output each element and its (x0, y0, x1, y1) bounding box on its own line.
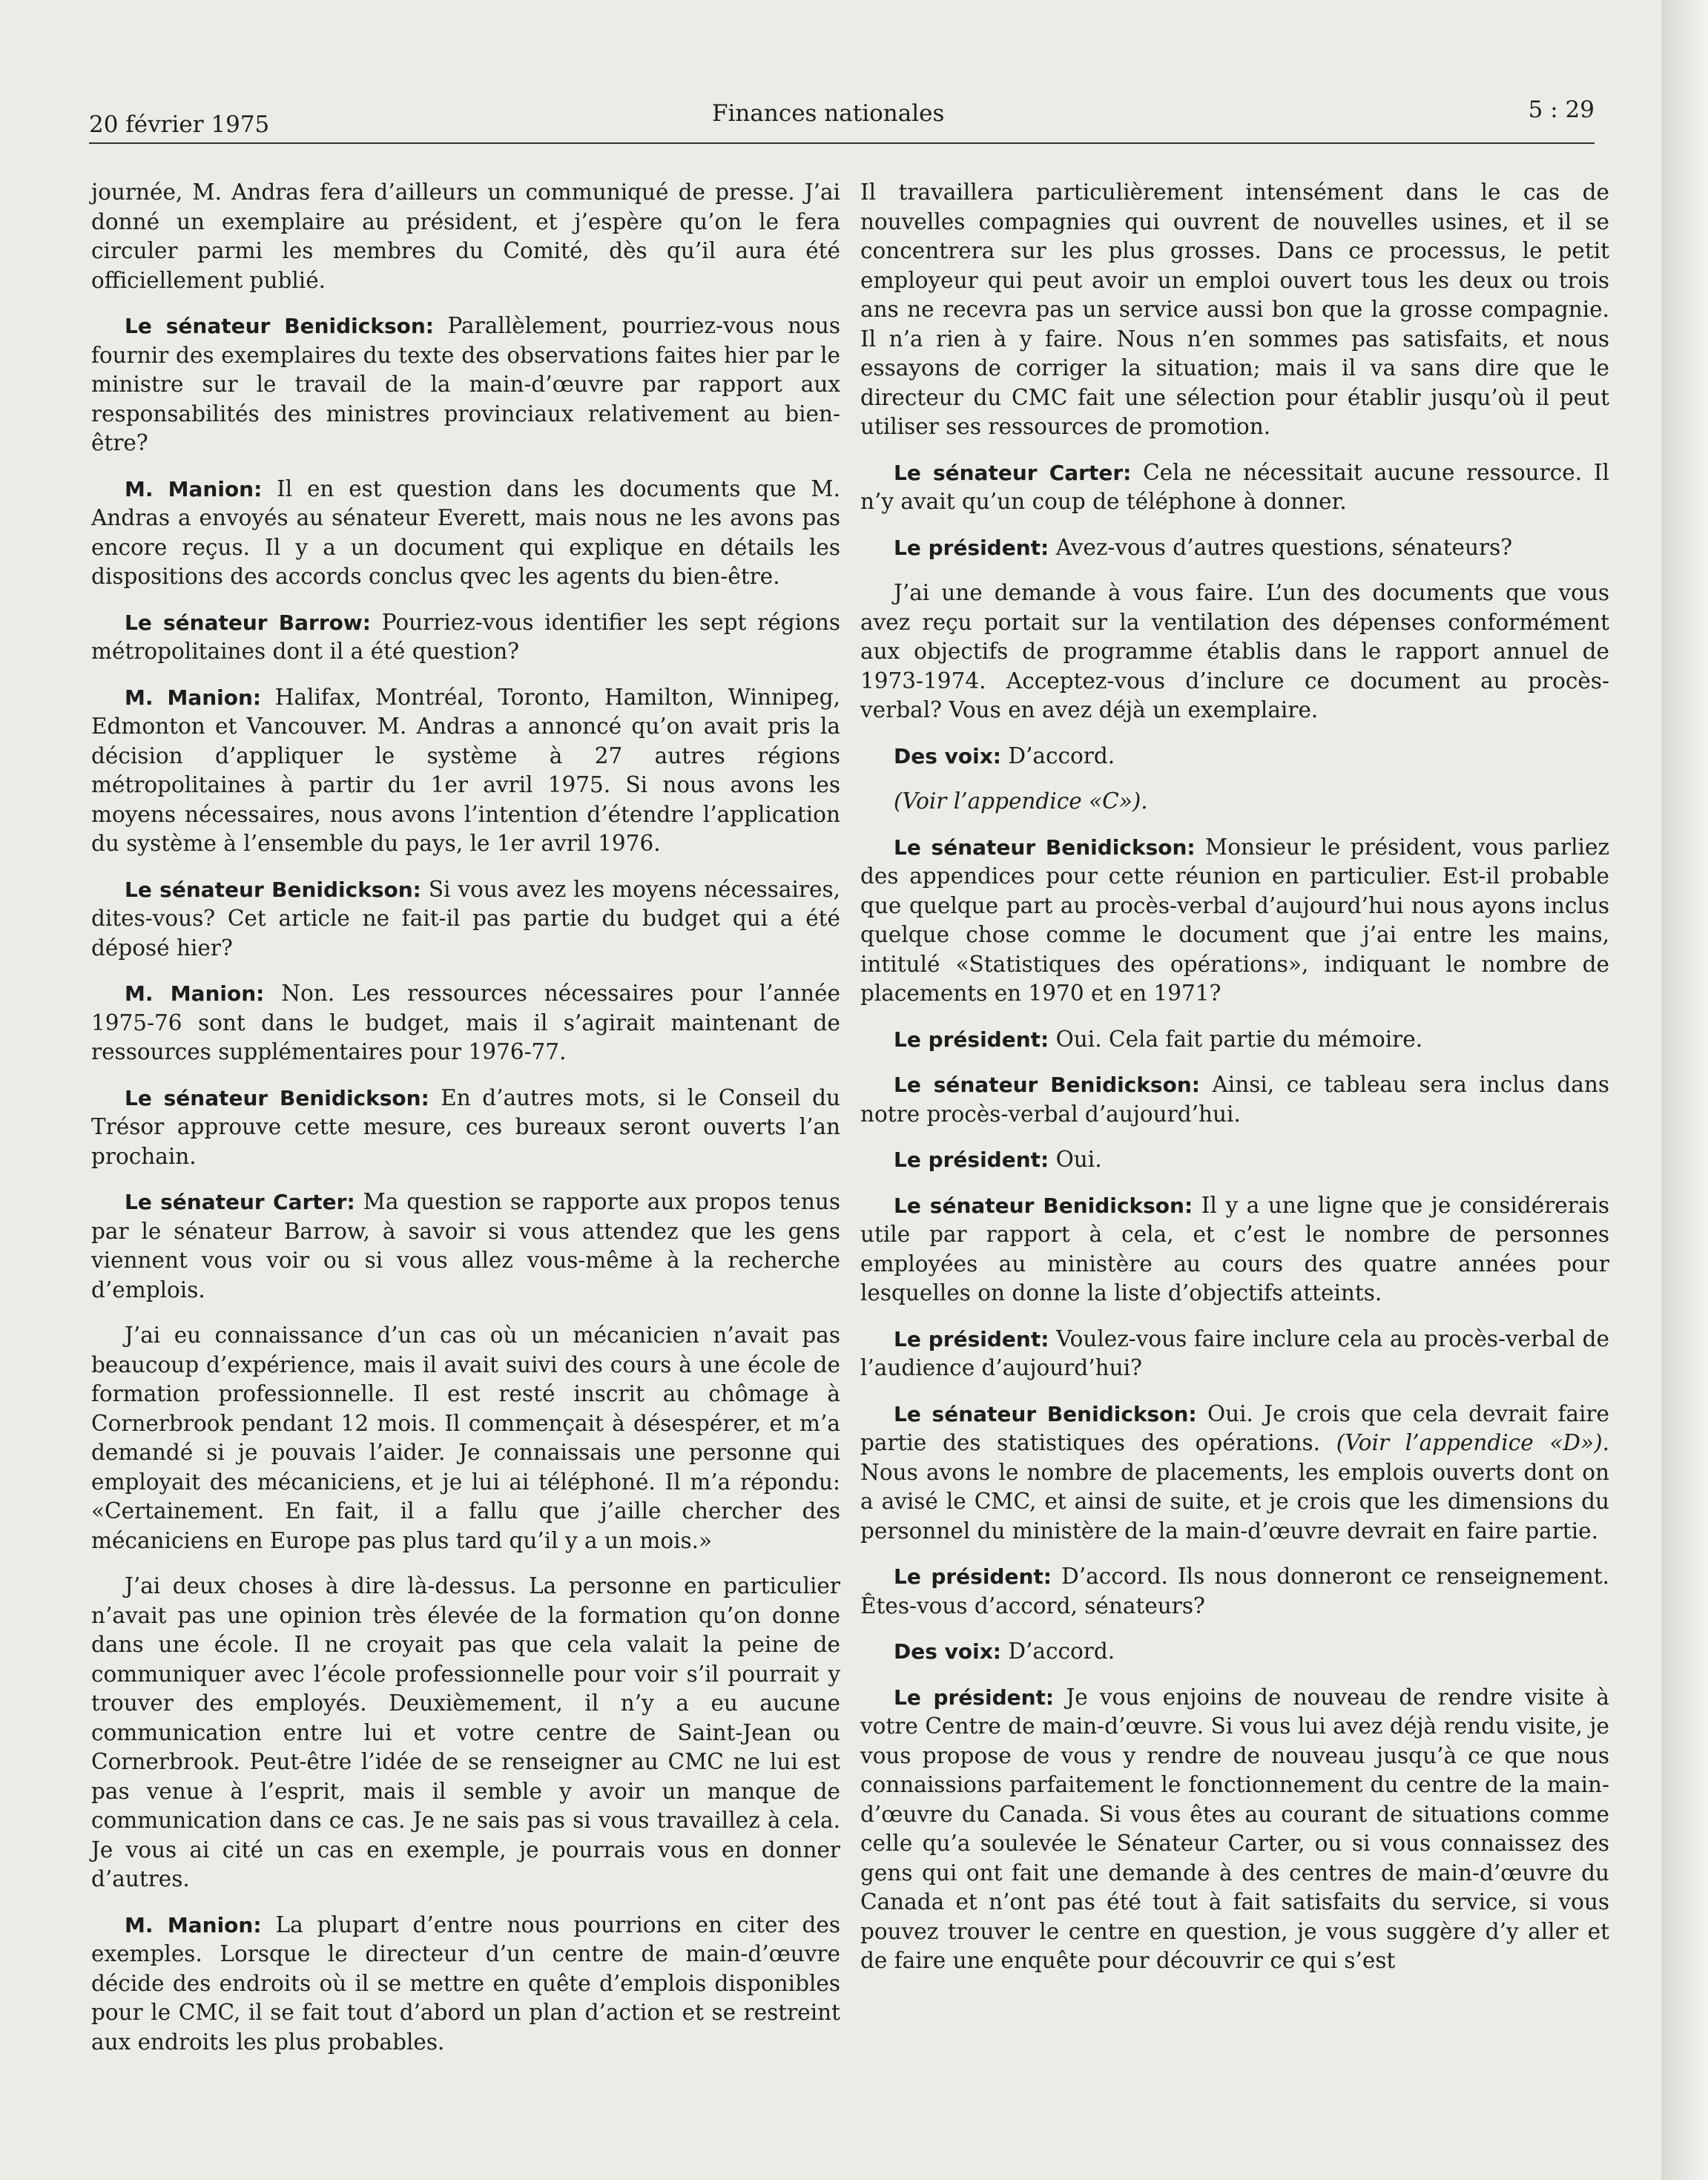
paragraph (91, 1188, 840, 1305)
speaker-name: Le président: (894, 1147, 1049, 1172)
paragraph (860, 533, 1609, 563)
paragraph-text: Je vous enjoins de nouveau de rendre visite à votre Centre de main-d’œuvre. Si vous lui avez déjà rendu visite, je vous propose de vous y rendre de nouveau jusqu’à ce que nous connaissions parfaitement le fonctionnement du centre de la main-d’œuvre du Canada. Si vous êtes au courant de situations comme celle qu’a soulevée le Sénateur Carter, ou si vous connaissez des gens qui ont fait une demande à des centres de main-d’œuvre du Canada et n’ont pas été tout à fait satisfaits du service, si vous pouvez trouver le centre en question, je vous suggère d’y aller et de faire une enquête pour découvrir ce qui s’est (860, 1684, 1609, 1973)
paragraph (860, 458, 1609, 517)
paragraph (91, 1321, 840, 1555)
speaker-name: M. Manion: (125, 981, 265, 1006)
paragraph-text: Oui. Cela fait partie du mémoire. (1055, 1026, 1423, 1052)
paragraph-text: Il y a une ligne que je considérerais utile par rapport à cela, et c’est le nombre de personnes employées au ministère au cours des quatre années pour lesquelles on donne la liste d’objectifs atteints. (860, 1192, 1609, 1305)
paragraph-text: J’ai eu connaissance d’un cas où un mécanicien n’avait pas beaucoup d’expérience, mais il avait suivi des cours à une école de formation professionnelle. Il est resté inscrit au chômage à Cornerbrook pendant 12 mois. Il commençait à désespérer, et m’a demandé si je pouvais l’aider. Je connaissais une personne qui employait des mécaniciens, et je lui ai téléphoné. Il m’a répondu: «Certainement. En fait, il a fallu que j’aille chercher des mécaniciens en Europe pas plus tard qu’il y a un mois.» (91, 1323, 840, 1553)
speaker-name: Le président: (894, 1685, 1055, 1710)
paragraph (91, 312, 840, 458)
appendix-reference: (Voir l’appendice «C»). (894, 788, 1148, 814)
paragraph-text: Oui. (1055, 1147, 1102, 1172)
speaker-name: M. Manion: (125, 1912, 262, 1937)
page-edge (1661, 0, 1708, 2180)
paragraph-text: journée, M. Andras fera d’ailleurs un communiqué de presse. J’ai donné un exemplaire au président, et j’espère qu’on le fera circuler parmi les membres du Comité, dès qu’il aura été officiellement publié. (91, 180, 840, 293)
speaker-name: Le sénateur Benidickson: (125, 314, 434, 338)
paragraph (860, 787, 1609, 817)
speaker-name: Le sénateur Benidickson: (125, 877, 421, 902)
page-header (89, 96, 1595, 148)
paragraph (860, 1325, 1609, 1383)
paragraph (91, 1572, 840, 1894)
speaker-name: Le sénateur Carter: (125, 1190, 355, 1214)
appendix-reference: (Voir l’appendice «D»). (1336, 1430, 1609, 1455)
paragraph-text: D’accord. Ils nous donneront ce renseignement. Êtes-vous d’accord, sénateurs? (860, 1564, 1610, 1618)
paragraph-text: Si vous avez les moyens nécessaires, dites-vous? Cet article ne fait-il pas partie du budget qui a été déposé hier? (91, 876, 840, 961)
paragraph (91, 475, 840, 592)
paragraph (91, 1911, 840, 2058)
speaker-name: Le président: (894, 1564, 1052, 1589)
speaker-name: Le sénateur Benidickson: (894, 1193, 1193, 1218)
header-date: 20 février 1975 (89, 111, 270, 138)
speaker-name: Le président: (894, 535, 1049, 560)
speaker-name: Le sénateur Carter: (894, 460, 1132, 485)
paragraph (860, 1025, 1609, 1055)
paragraph (860, 742, 1609, 771)
speaker-name: Le sénateur Barrow: (125, 610, 371, 635)
speaker-name: Des voix: (894, 743, 1001, 768)
right-column (860, 178, 1609, 1992)
paragraph (860, 1562, 1609, 1621)
paragraph-text: Ainsi, ce tableau sera inclus dans notre procès-verbal d’aujourd’hui. (860, 1072, 1609, 1127)
speaker-name: Le sénateur Benidickson: (894, 834, 1196, 860)
speaker-name: Le président: (894, 1326, 1049, 1351)
paragraph (91, 875, 840, 964)
paragraph-text: En d’autres mots, si le Conseil du Trésor approuve cette mesure, ces bureaux seront ouverts l’an prochain. (91, 1084, 840, 1169)
paragraph (91, 1084, 840, 1172)
paragraph-text: Pourriez-vous identifier les sept régions métropolitaines dont il a été question? (91, 609, 840, 664)
paragraph-text: Parallèlement, pourriez-vous nous fournir des exemplaires du texte des observations faites hier par le ministre sur le travail de la main-d’œuvre par rapport aux responsabilités des ministres provinciaux relativement au bien-être? (91, 313, 840, 455)
paragraph-text: J’ai une demande à vous faire. L’un des documents que vous avez reçu portait sur la ventilation des dépenses conformément aux objectifs de programme établis dans le rapport annuel de 1973-1974. Acceptez-vous d’inclure ce document au procès-verbal? Vous en avez déjà un exemplaire. (860, 580, 1609, 722)
paragraph-text: D’accord. (1008, 1639, 1115, 1664)
paragraph (860, 579, 1609, 725)
paragraph-text: Oui. Je crois que cela devrait faire partie des statistiques des opérations. (860, 1400, 1609, 1455)
paragraph (860, 1145, 1609, 1175)
header-rule (89, 142, 1595, 144)
header-title: Finances nationales (712, 100, 945, 127)
speaker-name: Le président: (894, 1027, 1049, 1052)
speaker-name: Des voix: (894, 1639, 1001, 1664)
paragraph-text: Voulez-vous faire inclure cela au procès-verbal de l’audience d’aujourd’hui? (860, 1326, 1609, 1380)
paragraph-text: Il travaillera particulièrement intensément dans le cas de nouvelles compagnies qui ouvrent de nouvelles usines, et il se concentrera sur les plus grosses. Dans ce processus, le petit employeur qui peut avoir un emploi ouvert tous les deux ou trois ans ne recevra pas un service aussi bon que la grosse compagnie. Il n’a rien à y faire. Nous n’en sommes pas satisfaits, et nous essayons de corriger la situation; mais il va sans dire que le directeur du CMC fait une sélection pour établir jusqu’où il peut utiliser ses ressources de promotion. (860, 180, 1609, 439)
paragraph (91, 608, 840, 667)
paragraph (860, 1191, 1609, 1308)
speaker-name: Le sénateur Benidickson: (894, 1401, 1197, 1426)
speaker-name: M. Manion: (125, 685, 262, 710)
paragraph-text: Cela ne nécessitait aucune ressource. Il n’y avait qu’un coup de téléphone à donner. (860, 459, 1609, 514)
paragraph-text: Non. Les ressources nécessaires pour l’année 1975-76 sont dans le budget, mais il s’agirait maintenant de ressources supplémentaires pour 1976-77. (91, 981, 840, 1064)
paragraph (91, 979, 840, 1067)
speaker-name: Le sénateur Benidickson: (125, 1085, 429, 1110)
speaker-name: Le sénateur Benidickson: (894, 1073, 1200, 1097)
header-page-number: 5 : 29 (1528, 96, 1595, 123)
paragraph-text: Ma question se rapporte aux propos tenus par le sénateur Barrow, à savoir si vous attendez que les gens viennent vous voir ou si vous allez vous-même à la recherche d’emplois. (91, 1189, 840, 1303)
paragraph (860, 1637, 1609, 1667)
paragraph-text: Monsieur le président, vous parliez des appendices pour cette réunion en particulier. Est-il probable que quelque part au procès-verbal d’aujourd’hui nous ayons inclus quelque chose comme le document que j’ai entre les mains, intitulé «Statistiques des opérations», indiquant le nombre de placements en 1970 et en 1971? (860, 834, 1609, 1006)
left-column (91, 178, 840, 2073)
paragraph (860, 1400, 1609, 1547)
paragraph (860, 1683, 1609, 1976)
speaker-name: M. Manion: (125, 476, 263, 501)
paragraph (91, 683, 840, 859)
paragraph (860, 1070, 1609, 1129)
paragraph-text: Il en est question dans les documents que M. Andras a envoyés au sénateur Everett, mais nous ne les avons pas encore reçus. Il y a un document qui explique en détails les dispositions des accords conclus qvec les agents du bien-être. (91, 475, 840, 589)
paragraph-text: Halifax, Montréal, Toronto, Hamilton, Winnipeg, Edmonton et Vancouver. M. Andras a annoncé qu’on avait pris la décision d’appliquer le système à 27 autres régions métropolitaines à partir du 1er avril 1975. Si nous avons les moyens nécessaires, nous avons l’intention d’étendre l’application du système à l’ensemble du pays, le 1er avril 1976. (91, 684, 840, 856)
paragraph-text: Avez-vous d’autres questions, sénateurs? (1055, 534, 1513, 560)
paragraph (860, 178, 1609, 442)
paragraph-text: La plupart d’entre nous pourrions en citer des exemples. Lorsque le directeur d’un centre de main-d’œuvre décide des endroits où il se mettre en quête d’emplois disponibles pour le CMC, il se fait tout d’abord un plan d’action et se restreint aux endroits les plus probables. (91, 1911, 840, 2055)
paragraph-text: J’ai deux choses à dire là-dessus. La personne en particulier n’avait pas une opinion très élevée de la formation qu’on donne dans une école. Il ne croyait pas que cela valait la peine de communiquer avec l’école professionnelle pour voir s’il pourrait y trouver des employés. Deuxièmement, il n’y a eu aucune communication entre lui et votre centre de Saint-Jean ou Cornerbrook. Peut-être l’idée de se renseigner au CMC ne lui est pas venue à l’esprit, mais il semble y avoir un manque de communication dans ce cas. Je ne sais pas si vous travaillez à cela. Je vous ai cité un cas en exemple, je pourrais vous en donner d’autres. (91, 1573, 840, 1891)
paragraph-text: Nous avons le nombre de placements, les emplois ouverts dont on a avisé le CMC, et ainsi de suite, et je crois que les dimensions du personnel du ministère de la main-d’œuvre devrait en faire partie. (860, 1459, 1609, 1544)
paragraph (91, 178, 840, 295)
paragraph (860, 833, 1609, 1009)
paragraph-text: D’accord. (1008, 742, 1115, 768)
